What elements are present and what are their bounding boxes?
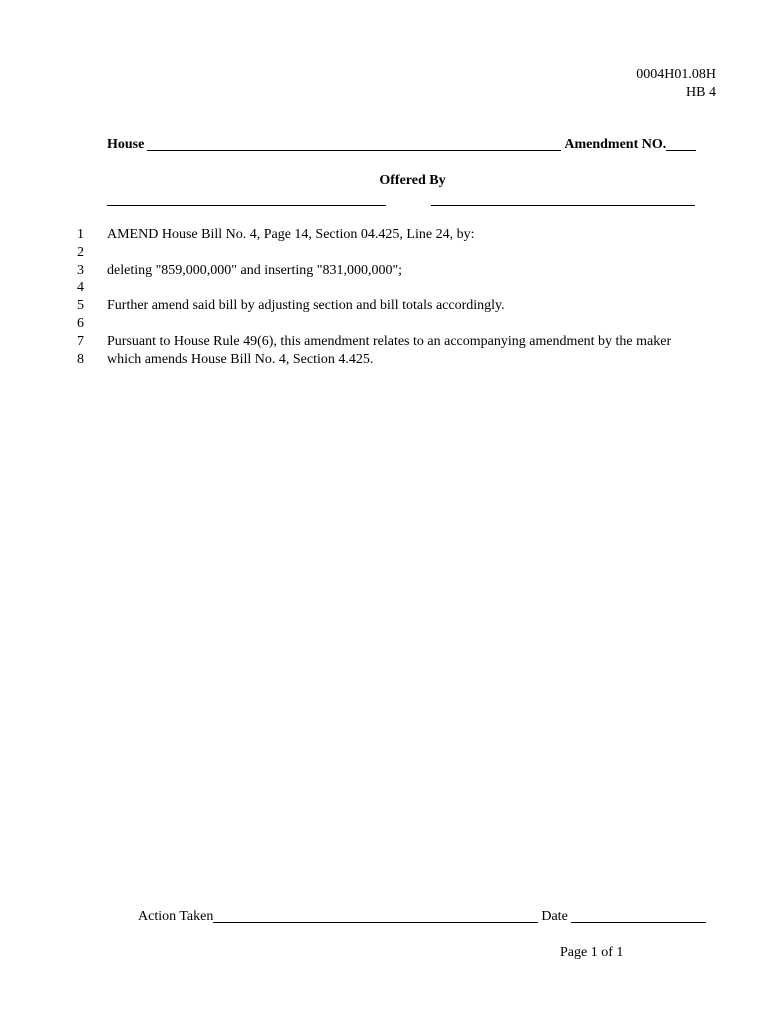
line-number: 5 (77, 298, 84, 314)
line-number: 2 (77, 244, 84, 260)
amendment-line: deleting "859,000,000" and inserting "831,000,000"; (107, 262, 403, 278)
amendment-line (107, 279, 727, 297)
line-number-column (60, 226, 84, 368)
date-label: Date (541, 909, 568, 924)
date-blank-line (571, 909, 706, 923)
action-taken-label: Action Taken (138, 909, 214, 924)
amendment-line (107, 244, 727, 262)
house-blank-line (147, 137, 561, 151)
document-header (636, 66, 716, 102)
action-taken-row (138, 908, 718, 926)
house-label: House (107, 137, 145, 152)
line-number: 1 (77, 227, 84, 242)
amendment-line: which amends House Bill No. 4, Section 4.425. (107, 351, 374, 367)
amendment-line: Pursuant to House Rule 49(6), this amendment relates to an accompanying amendment by the maker (107, 333, 672, 349)
amendment-line: Further amend said bill by adjusting section and bill totals accordingly. (107, 298, 505, 314)
page-number: Page 1 of 1 (560, 945, 624, 960)
action-taken-blank-line (213, 909, 538, 923)
offered-by-heading: Offered By (379, 173, 446, 188)
offered-by-signature-line-left (107, 205, 386, 206)
amendment-body (107, 226, 727, 368)
line-number: 7 (77, 333, 84, 349)
house-amendment-row (107, 136, 712, 154)
line-number: 3 (77, 262, 84, 278)
amendment-number-blank-line (666, 137, 696, 151)
amendment-line: AMEND House Bill No. 4, Page 14, Section 04.425, Line 24, by: (107, 227, 475, 242)
bill-number: HB 4 (686, 85, 716, 100)
line-number: 6 (77, 315, 84, 331)
amendment-line (107, 315, 727, 333)
amendment-number-label: Amendment NO. (564, 137, 667, 152)
line-number: 4 (77, 280, 84, 296)
offered-by-signature-line-right (431, 205, 695, 206)
document-id: 0004H01.08H (636, 67, 716, 82)
line-number: 8 (77, 351, 84, 367)
